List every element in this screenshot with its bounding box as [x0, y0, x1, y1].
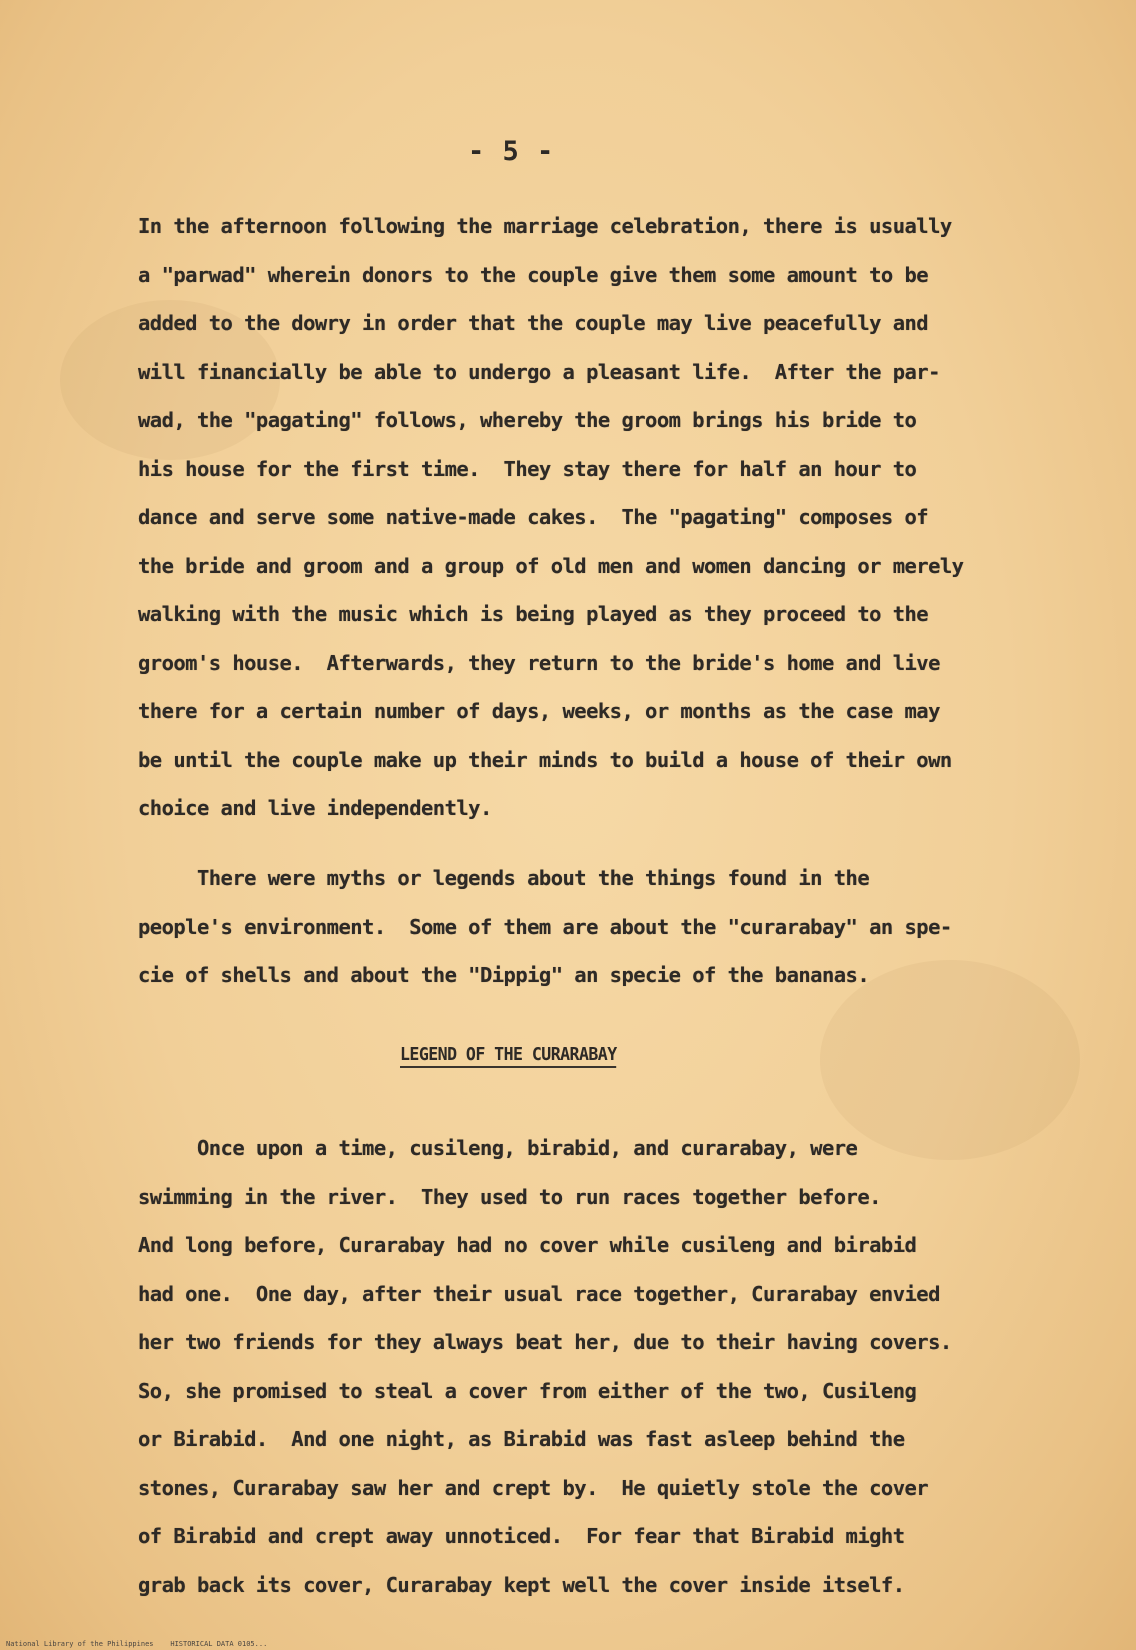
text-line: or Birabid. And one night, as Birabid was fast asleep behind the — [138, 1427, 905, 1451]
page-number: - 5 - — [468, 136, 555, 167]
text-line: a "parwad" wherein donors to the couple give them some amount to be — [138, 262, 929, 287]
paragraph-legend-story — [138, 1124, 1058, 1609]
text-line: his house for the first time. They stay there for half an hour to — [138, 456, 917, 481]
text-line: dance and serve some native-made cakes. The "pagating" composes of — [138, 505, 929, 529]
text-line: In the afternoon following the marriage celebration, there is usually — [138, 214, 952, 238]
text-line: There were myths or legends about the things found in the — [138, 866, 870, 890]
text-line: stones, Curarabay saw her and crept by. He quietly stole the cover — [138, 1475, 929, 1500]
text-line: walking with the music which is being played as they proceed to the — [138, 602, 929, 626]
text-line: cie of shells and about the "Dippig" an specie of the bananas. — [138, 963, 870, 987]
text-line: be until the couple make up their minds to build a house of their own — [138, 747, 952, 772]
paragraph-myths-legends — [138, 854, 1058, 1000]
text-line: choice and live independently. — [138, 796, 492, 820]
text-line: there for a certain number of days, weeks, or months as the case may — [138, 699, 940, 723]
text-line: grab back its cover, Curarabay kept well the cover inside itself. — [138, 1572, 905, 1597]
paragraph-marriage-customs — [138, 202, 1058, 833]
text-line: wad, the "pagating" follows, whereby the groom brings his bride to — [138, 408, 917, 432]
text-line: had one. One day, after their usual race together, Curarabay envied — [138, 1281, 940, 1306]
text-line: groom's house. Afterwards, they return to the bride's home and live — [138, 650, 940, 675]
archive-footer: National Library of the Philippines HISTORICAL DATA 0105... — [6, 1640, 268, 1648]
text-line: And long before, Curarabay had no cover while cusileng and birabid — [138, 1233, 917, 1257]
text-line: will financially be able to undergo a pleasant life. After the par- — [138, 359, 940, 384]
text-line: people's environment. Some of them are about the "curarabay" an spe- — [138, 914, 952, 939]
text-line: Once upon a time, cusileng, birabid, and curarabay, were — [138, 1136, 858, 1160]
text-line: her two friends for they always beat her, due to their having covers. — [138, 1330, 952, 1354]
text-line: the bride and groom and a group of old men and women dancing or merely — [138, 553, 964, 578]
text-line: of Birabid and crept away unnoticed. For fear that Birabid might — [138, 1524, 905, 1548]
text-line: So, she promised to steal a cover from either of the two, Cusileng — [138, 1378, 917, 1403]
text-line: added to the dowry in order that the couple may live peacefully and — [138, 311, 929, 335]
section-heading: LEGEND OF THE CURARABAY — [400, 1044, 617, 1068]
text-line: swimming in the river. They used to run races together before. — [138, 1184, 881, 1209]
